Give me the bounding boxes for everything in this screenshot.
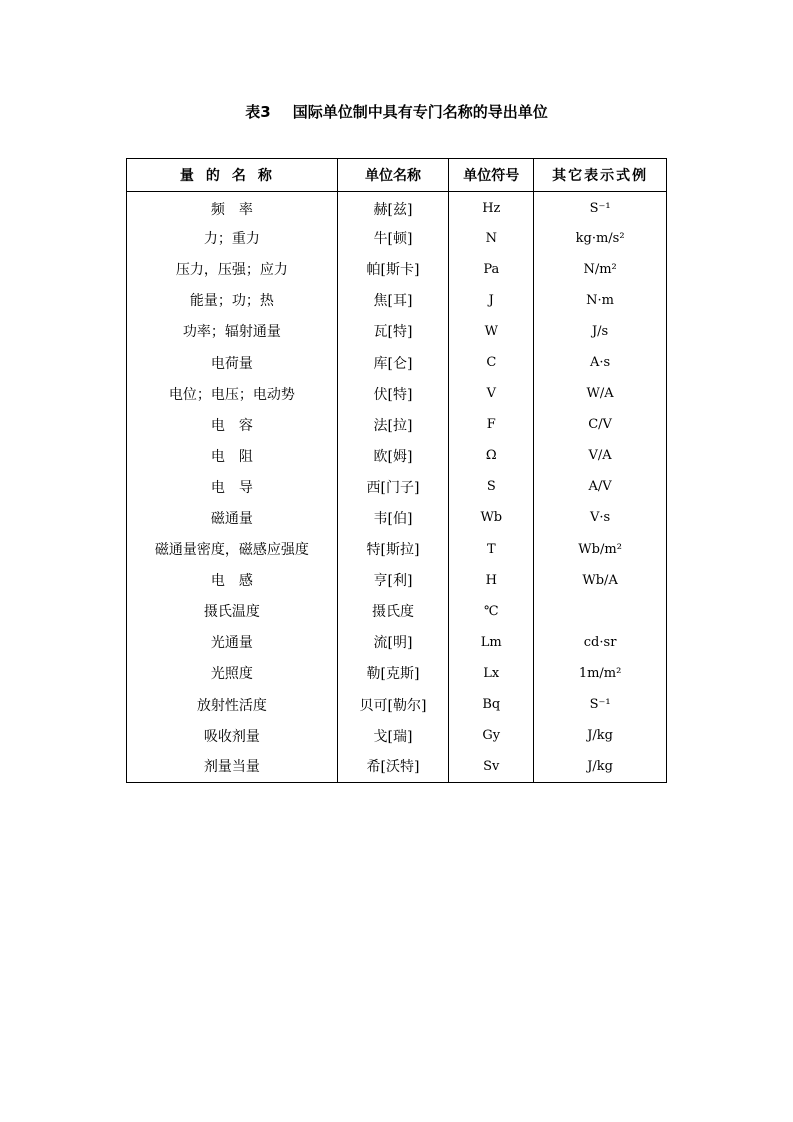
derived-units-table (126, 158, 667, 783)
quantity-name-cell: 力；重力 (127, 223, 338, 254)
unit-name-cell: 法[拉] (337, 409, 449, 440)
unit-name-cell: 亨[利] (337, 565, 449, 596)
other-expression-cell: J/kg (534, 720, 667, 751)
unit-symbol-cell: Lm (449, 627, 534, 658)
unit-symbol-cell: N (449, 223, 534, 254)
unit-name-cell: 伏[特] (337, 378, 449, 409)
quantity-name-cell: 频 率 (127, 192, 338, 223)
quantity-name-cell: 压力，压强；应力 (127, 254, 338, 285)
unit-symbol-cell: Pa (449, 254, 534, 285)
unit-symbol-cell: Gy (449, 720, 534, 751)
table-row (127, 254, 667, 285)
other-expression-cell: J/s (534, 316, 667, 347)
other-expression-cell: V/A (534, 440, 667, 471)
quantity-name-cell: 电位；电压；电动势 (127, 378, 338, 409)
other-expression-cell: 1m/m² (534, 658, 667, 689)
unit-name-cell: 库[仑] (337, 347, 449, 378)
other-expression-cell: cd·sr (534, 627, 667, 658)
quantity-name-cell: 电 感 (127, 565, 338, 596)
other-expression-cell: S⁻¹ (534, 192, 667, 223)
unit-name-cell: 特[斯拉] (337, 534, 449, 565)
unit-symbol-cell: W (449, 316, 534, 347)
unit-symbol-cell: Wb (449, 502, 534, 533)
other-expression-cell: Wb/m² (534, 534, 667, 565)
unit-name-cell: 瓦[特] (337, 316, 449, 347)
quantity-name-cell: 电 容 (127, 409, 338, 440)
table-row (127, 565, 667, 596)
unit-symbol-cell: C (449, 347, 534, 378)
unit-symbol-cell: Bq (449, 689, 534, 720)
quantity-name-cell: 功率；辐射通量 (127, 316, 338, 347)
other-expression-cell: Wb/A (534, 565, 667, 596)
table-row (127, 502, 667, 533)
table-row (127, 596, 667, 627)
table-number: 表3 (245, 103, 271, 121)
unit-name-cell: 西[门子] (337, 471, 449, 502)
unit-name-cell: 勒[克斯] (337, 658, 449, 689)
other-expression-cell: A/V (534, 471, 667, 502)
quantity-name-cell: 吸收剂量 (127, 720, 338, 751)
quantity-name-cell: 电 阻 (127, 440, 338, 471)
unit-name-cell: 贝可[勒尔] (337, 689, 449, 720)
table-row (127, 627, 667, 658)
table-header-row (127, 159, 667, 192)
header-quantity-name: 量的名称 (127, 159, 338, 192)
unit-symbol-cell: H (449, 565, 534, 596)
other-expression-cell (534, 596, 667, 627)
table-row (127, 347, 667, 378)
unit-symbol-cell: Lx (449, 658, 534, 689)
unit-symbol-cell: J (449, 285, 534, 316)
other-expression-cell: W/A (534, 378, 667, 409)
unit-name-cell: 焦[耳] (337, 285, 449, 316)
other-expression-cell: N/m² (534, 254, 667, 285)
table-row (127, 192, 667, 223)
quantity-name-cell: 电 导 (127, 471, 338, 502)
quantity-name-cell: 电荷量 (127, 347, 338, 378)
unit-name-cell: 流[明] (337, 627, 449, 658)
unit-name-cell: 牛[顿] (337, 223, 449, 254)
unit-symbol-cell: ℃ (449, 596, 534, 627)
table-row (127, 751, 667, 782)
header-unit-name: 单位名称 (337, 159, 449, 192)
table-row (127, 534, 667, 565)
table-caption: 国际单位制中具有专门名称的导出单位 (292, 103, 548, 121)
table-row (127, 223, 667, 254)
other-expression-cell: J/kg (534, 751, 667, 782)
other-expression-cell: C/V (534, 409, 667, 440)
unit-name-cell: 摄氏度 (337, 596, 449, 627)
unit-symbol-cell: F (449, 409, 534, 440)
quantity-name-cell: 剂量当量 (127, 751, 338, 782)
unit-name-cell: 赫[兹] (337, 192, 449, 223)
unit-symbol-cell: Hz (449, 192, 534, 223)
other-expression-cell: V·s (534, 502, 667, 533)
table-row (127, 316, 667, 347)
other-expression-cell: S⁻¹ (534, 689, 667, 720)
other-expression-cell: A·s (534, 347, 667, 378)
quantity-name-cell: 放射性活度 (127, 689, 338, 720)
table-title (0, 101, 793, 122)
table-row (127, 378, 667, 409)
quantity-name-cell: 磁通量密度，磁感应强度 (127, 534, 338, 565)
table-row (127, 409, 667, 440)
header-unit-symbol: 单位符号 (449, 159, 534, 192)
table-row (127, 440, 667, 471)
quantity-name-cell: 能量；功；热 (127, 285, 338, 316)
other-expression-cell: kg·m/s² (534, 223, 667, 254)
quantity-name-cell: 光通量 (127, 627, 338, 658)
table-row (127, 689, 667, 720)
quantity-name-cell: 磁通量 (127, 502, 338, 533)
unit-symbol-cell: Sv (449, 751, 534, 782)
unit-name-cell: 帕[斯卡] (337, 254, 449, 285)
quantity-name-cell: 摄氏温度 (127, 596, 338, 627)
other-expression-cell: N·m (534, 285, 667, 316)
unit-symbol-cell: S (449, 471, 534, 502)
table-row (127, 658, 667, 689)
unit-symbol-cell: T (449, 534, 534, 565)
unit-name-cell: 戈[瑞] (337, 720, 449, 751)
header-other-expression: 其它表示式例 (534, 159, 667, 192)
table-row (127, 285, 667, 316)
quantity-name-cell: 光照度 (127, 658, 338, 689)
unit-symbol-cell: V (449, 378, 534, 409)
unit-name-cell: 希[沃特] (337, 751, 449, 782)
unit-name-cell: 韦[伯] (337, 502, 449, 533)
unit-name-cell: 欧[姆] (337, 440, 449, 471)
unit-symbol-cell: Ω (449, 440, 534, 471)
table-row (127, 471, 667, 502)
table-row (127, 720, 667, 751)
